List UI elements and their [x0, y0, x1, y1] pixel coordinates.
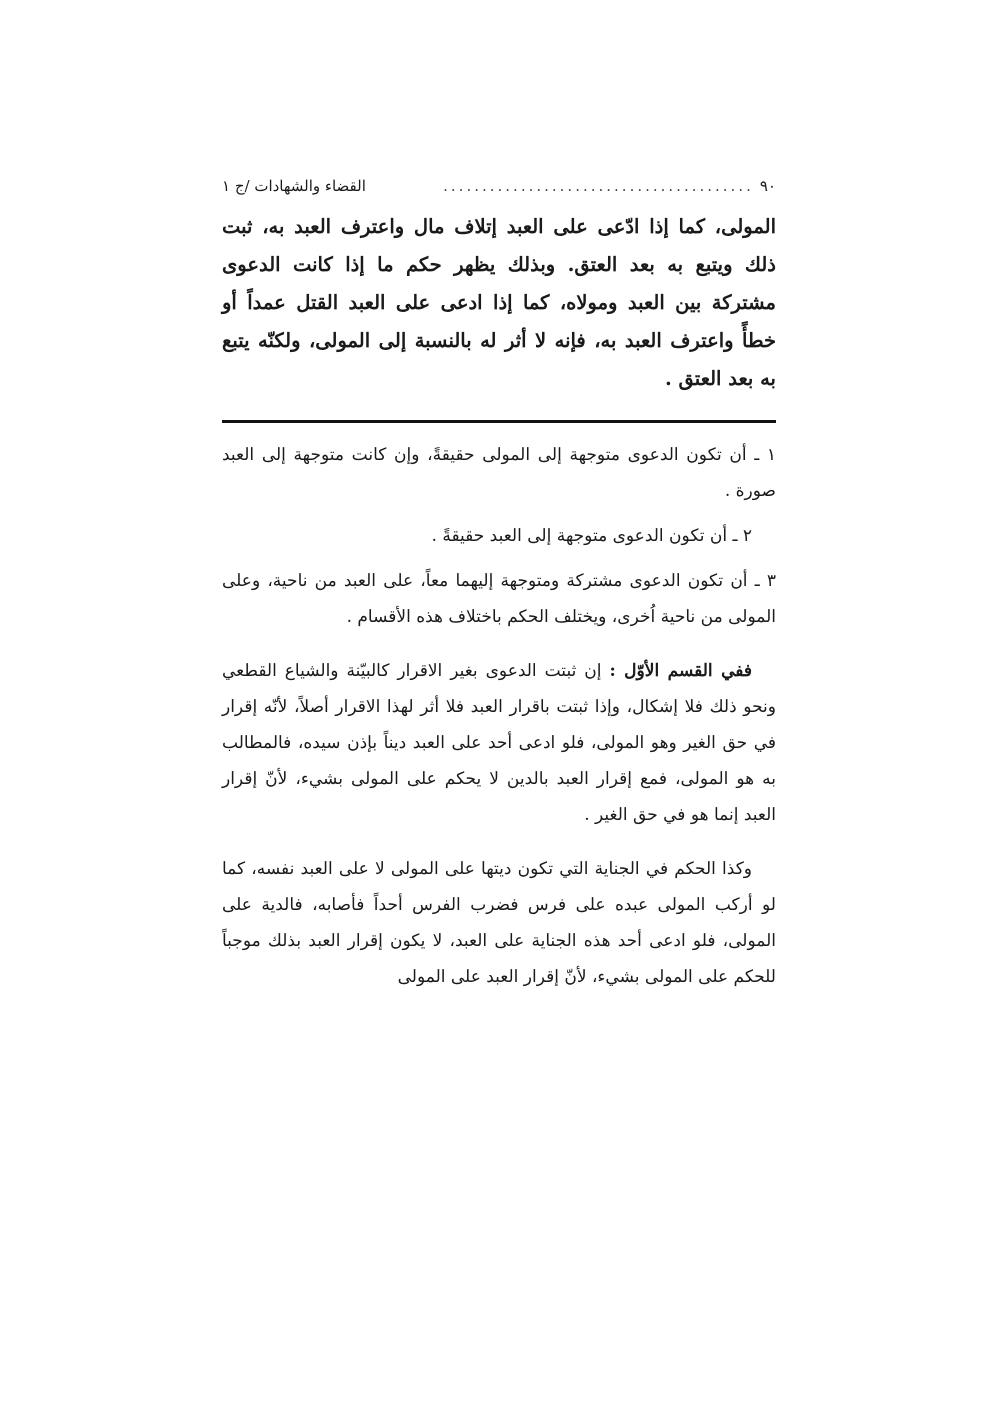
- section-separator-line: [222, 420, 776, 423]
- paragraph-first-section: [222, 653, 776, 833]
- main-text: المولى، كما إذا ادّعى على العبد إتلاف مال واعترف العبد به، ثبت ذلك ويتبع به بعد العتق. وبذلك يظهر حكم ما إذا كانت الدعوى مشتركة بين العبد ومولاه، كما إذا ادعى على العبد القتل عمداً أو خطأً واعترف العبد به، فإنه لا أثر له بالنسبة إلى المولى، ولكنّه يتبع به بعد العتق .: [222, 215, 776, 390]
- page-number: ٩٠: [759, 177, 776, 195]
- paragraph-first-section-text: إن ثبتت الدعوى بغير الاقرار كالبيّنة والشياع القطعي ونحو ذلك فلا إشكال، وإذا ثبتت باقرار العبد فلا أثر لهذا الاقرار أصلاً، لأنّه إقرار في حق الغير وهو المولى، فلو ادعى أحد على العبد ديناً بإذن سيده، فالمطالب به هو المولى، فمع إقرار العبد بالدين لا يحكم على المولى بشيء، لأنّ إقرار العبد إنما هو في حق الغير .: [222, 661, 776, 825]
- list-item-1: ١ ـ أن تكون الدعوى متوجهة إلى المولى حقيقةً، وإن كانت متوجهة إلى العبد صورة .: [222, 445, 776, 501]
- body-text: [222, 437, 776, 995]
- paragraph-lead: ففي القسم الأوّل :: [609, 661, 752, 681]
- list-item-3: ٣ ـ أن تكون الدعوى مشتركة ومتوجهة إليهما معاً، على العبد من ناحية، وعلى المولى من ناحية اُخرى، ويختلف الحكم باختلاف هذه الأقسام .: [222, 571, 776, 627]
- book-page: [222, 174, 776, 1004]
- running-head: [222, 174, 776, 198]
- book-title: القضاء والشهادات /ج ١: [222, 177, 366, 195]
- paragraph-crime-ruling: وكذا الحكم في الجناية التي تكون ديتها على المولى لا على العبد نفسه، كما لو أركب المولى عبده على فرس فضرب الفرس أحداً فأصابه، فالدية على المولى، فلو ادعى أحد هذه الجناية على العبد، لا يكون إقرار العبد بذلك موجباً للحكم على المولى بشيء، لأنّ إقرار العبد على المولى: [222, 859, 776, 987]
- dot-leader: ........................................: [443, 177, 754, 195]
- list-item-2: ٢ ـ أن تكون الدعوى متوجهة إلى العبد حقيقةً .: [431, 526, 752, 546]
